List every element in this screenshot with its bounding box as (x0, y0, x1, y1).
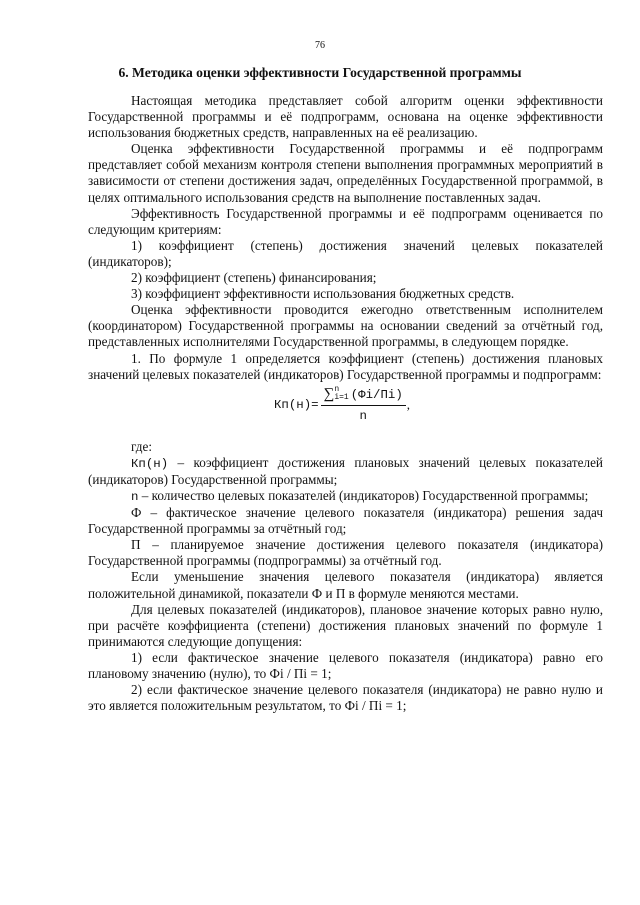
definition-kpn-text: – коэффициент достижения плановых значений целевых показателей (индикаторов) Государственной программы; (88, 454, 603, 487)
sum-symbol: ∑ (323, 385, 335, 402)
paragraph-mechanism: Оценка эффективности Государственной программы и её подпрограмм представляет собой механизм контроля степени выполнения программных мероприятий в зависимости от степени достижения задач, определённых Государственной программой, в целях оптимального использования средств на выполнение поставленных задач. (88, 141, 603, 205)
symbol-n: n (131, 489, 139, 504)
numerator-body: (Фi/Пi) (350, 387, 403, 402)
formula-comma: , (406, 396, 411, 412)
criterion-1: 1) коэффициент (степень) достижения значений целевых показателей (индикаторов); (88, 237, 603, 269)
assumption-2: 2) если фактическое значение целевого показателя (индикатора) не равно нулю и это является положительным результатом, то Фi / Пi = 1; (88, 682, 603, 714)
formula-denominator: n (359, 408, 367, 423)
formula-1 (88, 384, 603, 436)
document-body (88, 93, 603, 714)
where-label: где: (131, 438, 152, 454)
symbol-kpn: Кп(н) (131, 456, 169, 471)
paragraph-zero-plan: Для целевых показателей (индикаторов), плановое значение которых равно нулю, при расчёте коэффициента (степени) достижения плановых значений по формуле 1 принимаются следующие допущения: (88, 601, 603, 649)
definition-plan: П – планируемое значение достижения целевого показателя (индикатора) Государственной программы (подпрограммы) за отчётный год. (88, 537, 603, 569)
formula-expression (274, 386, 410, 424)
definition-fact: Ф – фактическое значение целевого показателя (индикатора) решения задач Государственной программы за отчётный год; (88, 505, 603, 537)
criterion-2: 2) коэффициент (степень) финансирования; (131, 270, 377, 286)
section-heading: 6. Методика оценки эффективности Государственной программы (118, 65, 522, 80)
assumption-1: 1) если фактическое значение целевого показателя (индикатора) равно его плановому значению (нулю), то Фi / Пi = 1; (88, 649, 603, 681)
paragraph-procedure: Оценка эффективности проводится ежегодно ответственным исполнителем (координатором) Государственной программы на основании сведений за отчётный год, представленных исполнителями Государственной программы, в следующем порядке. (88, 302, 603, 350)
definition-kpn (88, 455, 603, 488)
sum-limits (334, 386, 348, 402)
page-number: 76 (315, 40, 325, 51)
paragraph-formula-intro: 1. По формуле 1 определяется коэффициент (степень) достижения плановых значений целевых показателей (индикаторов) Государственной программы и подпрограмм: (88, 350, 603, 382)
formula-fraction (321, 386, 406, 424)
criterion-3: 3) коэффициент эффективности использования бюджетных средств. (131, 286, 515, 302)
definition-n (88, 488, 603, 505)
paragraph-reverse: Если уменьшение значения целевого показателя (индикатора) является положительной динамикой, показатели Ф и П в формуле меняются местами. (88, 569, 603, 601)
paragraph-criteria-intro: Эффективность Государственной программы и её подпрограмм оценивается по следующим критериям: (88, 205, 603, 237)
formula-lhs: Кп(н)= (274, 397, 319, 412)
sum-upper-limit: n (334, 385, 340, 395)
formula-numerator (321, 386, 406, 405)
definition-n-text: – количество целевых показателей (индикаторов) Государственной программы; (138, 487, 589, 503)
paragraph-intro: Настоящая методика представляет собой алгоритм оценки эффективности Государственной программы и её подпрограмм, основана на оценке эффективности использования бюджетных средств, направленных на её реализацию. (88, 93, 603, 141)
sum-lower-limit: i=1 (334, 393, 349, 403)
